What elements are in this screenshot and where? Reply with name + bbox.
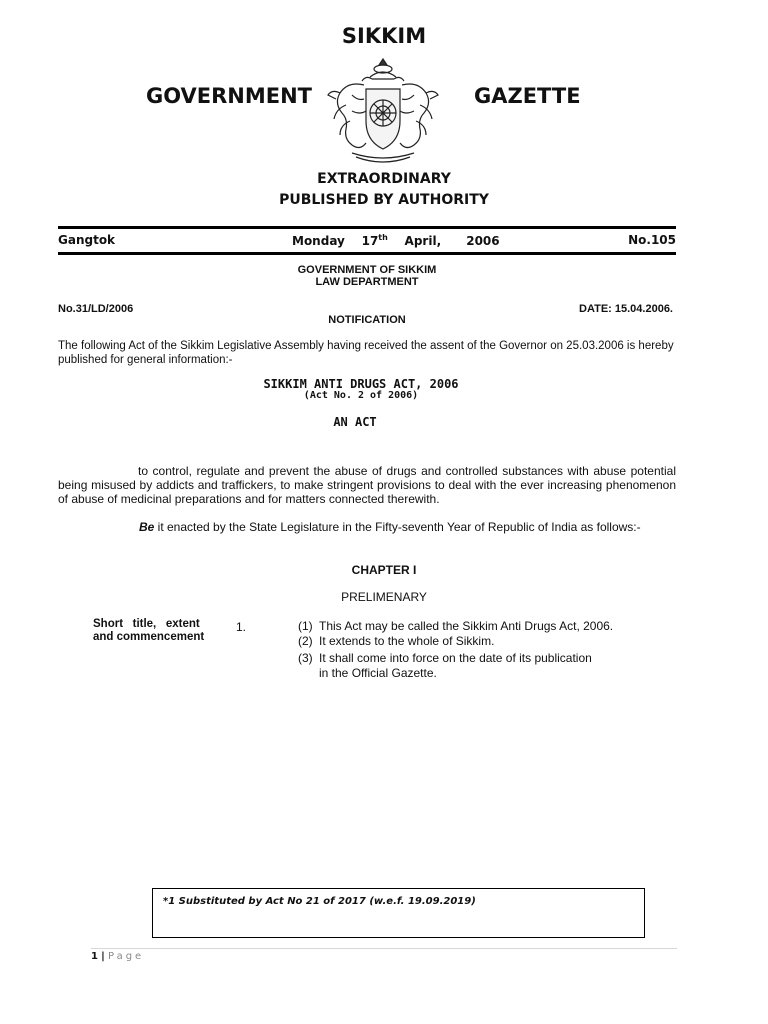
dateline-date xyxy=(292,233,500,248)
clause-number: (2) xyxy=(298,634,313,648)
footnote-text: *1 Substituted by Act No 21 of 2017 (w.e.f. 19.09.2019) xyxy=(163,896,476,907)
clause-2 xyxy=(298,634,613,649)
clause-number: (1) xyxy=(298,619,313,633)
extraordinary-heading: EXTRAORDINARY xyxy=(317,171,451,187)
an-act-heading: AN ACT xyxy=(333,415,377,429)
government-heading: GOVERNMENT OF SIKKIM xyxy=(297,264,437,276)
dateline-month: April, xyxy=(404,234,442,248)
page-separator: | xyxy=(101,951,105,962)
clause-number: (3) xyxy=(298,651,313,665)
margin-note-line1: Short title, extent xyxy=(93,618,200,630)
page-number: 1 xyxy=(91,951,98,962)
section-number: 1. xyxy=(236,620,247,634)
clause-1 xyxy=(298,619,613,634)
chapter-heading: CHAPTER I xyxy=(351,563,417,577)
clause-3-continuation: in the Official Gazette. xyxy=(319,666,437,680)
footer-rule xyxy=(91,948,677,949)
dateline-year: 2006 xyxy=(466,234,500,248)
page-footer xyxy=(91,951,144,962)
intro-paragraph: The following Act of the Sikkim Legislative Assembly having received the assent of the Governor on 25.03.2006 is hereby published for general information:- xyxy=(58,340,674,366)
notification-date: DATE: 15.04.2006. xyxy=(579,303,673,315)
dateline-weekday: Monday xyxy=(292,234,345,248)
dateline-day-suffix: th xyxy=(378,233,388,242)
clause-text: It extends to the whole of Sikkim. xyxy=(319,634,495,648)
dateline-top-rule xyxy=(58,226,676,229)
enacting-clause-be: Be xyxy=(139,520,155,534)
enacting-clause xyxy=(139,520,675,534)
act-title: SIKKIM ANTI DRUGS ACT, 2006 xyxy=(263,377,459,391)
published-by-authority-heading: PUBLISHED BY AUTHORITY xyxy=(279,192,489,208)
section-margin-note xyxy=(93,618,204,644)
clause-text: It shall come into force on the date of its publication xyxy=(319,651,592,665)
dateline-day: 17 xyxy=(361,234,379,248)
act-preamble: to control, regulate and prevent the abuse of drugs and controlled substances with abuse potential being misused by addicts and traffickers, to make stringent provisions to deal with the ever increasing phenomenon of abuse of medicinal preparations and for matters connected therewith. xyxy=(58,464,676,506)
gazette-number: No.105 xyxy=(628,233,676,247)
section-clauses xyxy=(298,619,613,681)
sikkim-state-emblem-icon xyxy=(322,55,444,167)
gazette-state-title: SIKKIM xyxy=(341,24,427,48)
masthead-left-word: GOVERNMENT xyxy=(146,84,313,108)
masthead-right-word: GAZETTE xyxy=(474,84,581,108)
department-heading: LAW DEPARTMENT xyxy=(315,276,419,288)
chapter-title: PRELIMENARY xyxy=(341,590,427,604)
dateline-bottom-rule xyxy=(58,252,676,255)
margin-note-line2: and commencement xyxy=(93,631,205,643)
enacting-clause-rest: it enacted by the State Legislature in the Fifty-seventh Year of Republic of India as follows:- xyxy=(154,520,641,534)
notification-heading: NOTIFICATION xyxy=(328,314,406,326)
dateline-place: Gangtok xyxy=(58,233,116,247)
act-number: (Act No. 2 of 2006) xyxy=(303,390,419,401)
clause-text: This Act may be called the Sikkim Anti Drugs Act, 2006. xyxy=(319,619,614,633)
page-label: Page xyxy=(108,951,145,962)
clause-3 xyxy=(298,651,613,666)
reference-number: No.31/LD/2006 xyxy=(58,303,134,315)
